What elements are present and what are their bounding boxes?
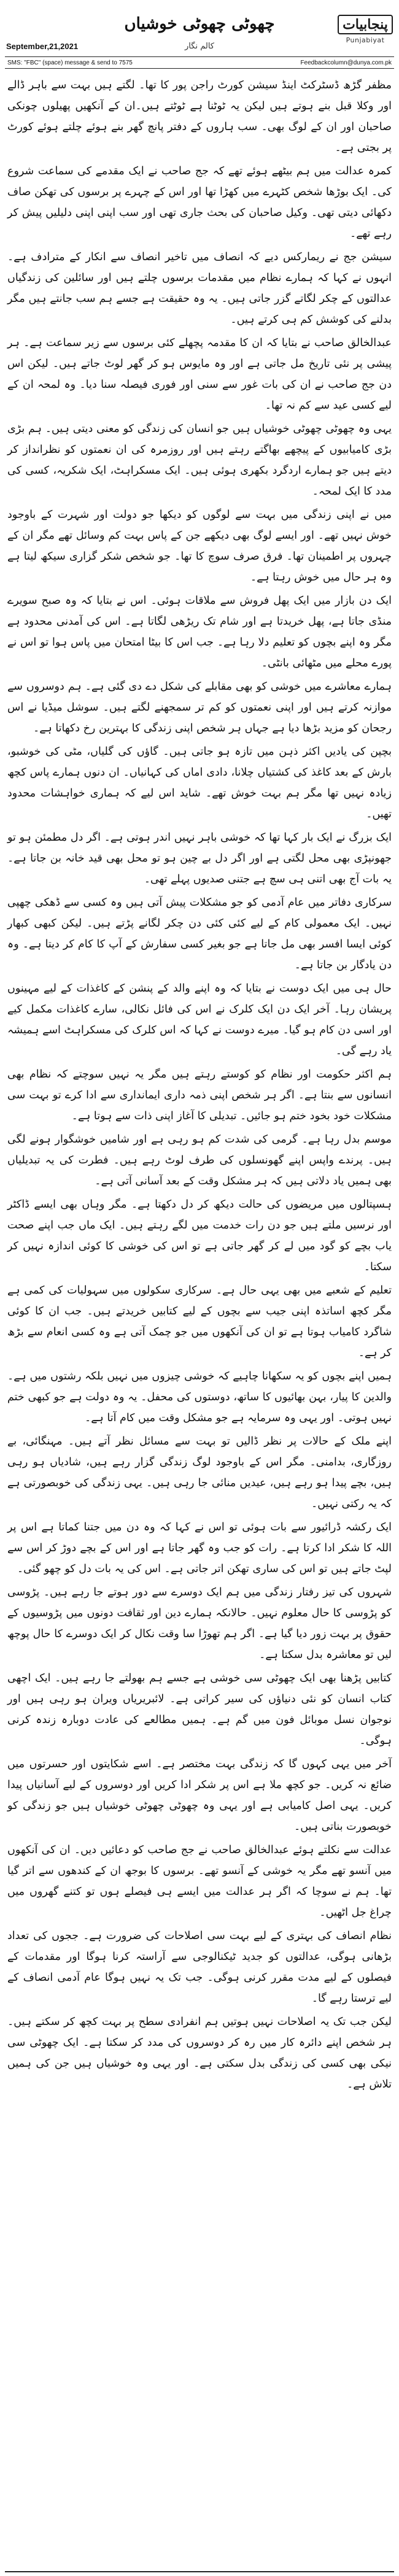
body-paragraph: ہسپتالوں میں مریضوں کی حالت دیکھ کر دل دکھتا ہے۔ مگر وہاں بھی ایسے ڈاکٹر اور نرسیں ملتے ہیں جو دن رات خدمت میں لگے رہتے ہیں۔ ایک ماں جب اپنے صحت یاب بچے کو گود میں لے کر گھر جاتی ہے تو اس کی خوشی کا کوئی اندازہ نہیں کر سکتا۔ bbox=[7, 1198, 392, 1273]
body-paragraph: آخر میں یہی کہوں گا کہ زندگی بہت مختصر ہے۔ اسے شکایتوں اور حسرتوں میں ضائع نہ کریں۔ جو کچھ ملا ہے اس پر شکر ادا کریں اور دوسروں کے لیے آسانیاں پیدا کریں۔ یہی اصل کامیابی ہے اور یہی وہ چھوٹی چھوٹی خوشیاں ہیں جو زندگی کو خوبصورت بناتی ہیں۔ bbox=[7, 1758, 392, 1833]
publish-date: September,21,2021 bbox=[6, 42, 79, 51]
body-paragraph: لیکن جب تک یہ اصلاحات نہیں ہوتیں ہم انفرادی سطح پر بہت کچھ کر سکتے ہیں۔ ہر شخص اپنے دائرہ کار میں رہ کر دوسروں کی مدد کر سکتا ہے۔ ایک چھوٹی سی نیکی بھی کسی کی زندگی بدل سکتی ہے۔ اور یہی وہ خوشیاں ہیں جن کی ہمیں تلاش ہے۔ bbox=[7, 2016, 392, 2091]
body-paragraph: بچپن کی یادیں اکثر ذہن میں تازہ ہو جاتی ہیں۔ گاؤں کی گلیاں، مٹی کی خوشبو، بارش کے بعد کاغذ کی کشتیاں چلانا، دادی اماں کی کہانیاں۔ ان دنوں ہمارے پاس کچھ زیادہ نہیں تھا مگر ہم بہت خوش تھے۔ شاید اس لیے کہ ہماری خواہشات محدود تھیں۔ bbox=[7, 746, 392, 820]
body-paragraph: ایک بزرگ نے ایک بار کہا تھا کہ خوشی باہر نہیں اندر ہوتی ہے۔ اگر دل مطمئن ہو تو جھونپڑی بھی محل لگتی ہے اور اگر دل بے چین ہو تو محل بھی قید خانہ بن جاتا ہے۔ یہ بات آج بھی اتنی ہی سچ ہے جتنی صدیوں پہلے تھی۔ bbox=[7, 831, 392, 885]
body-paragraph: یہی وہ چھوٹی چھوٹی خوشیاں ہیں جو انسان کی زندگی کو معنی دیتی ہیں۔ ہم بڑی بڑی کامیابیوں کے پیچھے بھاگتے رہتے ہیں اور روزمرہ کی ان نعمتوں کو نظرانداز کر دیتے ہیں جو ہمارے اردگرد بکھری ہوئی ہیں۔ ایک مسکراہٹ، ایک شکریہ، کسی کی مدد کا ایک لمحہ۔ bbox=[7, 423, 392, 498]
body-paragraph: موسم بدل رہا ہے۔ گرمی کی شدت کم ہو رہی ہے اور شامیں خوشگوار ہونے لگی ہیں۔ پرندے واپس اپنے گھونسلوں کی طرف لوٹ رہے ہیں۔ فطرت کی یہ تبدیلیاں بھی ہمیں یاد دلاتی ہیں کہ ہر مشکل وقت کے بعد آسانی آتی ہے۔ bbox=[7, 1133, 392, 1187]
body-paragraph: حال ہی میں ایک دوست نے بتایا کہ وہ اپنے والد کے پنشن کے کاغذات کے لیے مہینوں پریشان رہا۔ آخر ایک دن ایک کلرک نے اس کی فائل نکالی، سارے کاغذات مکمل کیے اور اسی دن کام ہو گیا۔ میرے دوست نے کہا کہ اس کلرک کی مسکراہٹ اسے ہمیشہ یاد رہے گی۔ bbox=[7, 982, 392, 1057]
body-paragraph: عدالت سے نکلتے ہوئے عبدالخالق صاحب نے جج صاحب کو دعائیں دیں۔ ان کی آنکھوں میں آنسو تھے مگر یہ خوشی کے آنسو تھے۔ برسوں کا بوجھ ان کے کندھوں سے اتر گیا تھا۔ ہم نے سوچا کہ اگر ہر عدالت میں ایسے ہی فیصلے ہوں تو کتنے گھروں میں چراغ جل اٹھیں۔ bbox=[7, 1844, 392, 1919]
feedback-email: Feedbackcolumn@dunya.com.pk bbox=[300, 59, 392, 66]
body-paragraph: سرکاری دفاتر میں عام آدمی کو جو مشکلات پیش آتی ہیں وہ کسی سے ڈھکی چھپی نہیں۔ ایک معمولی کام کے لیے کئی کئی دن چکر لگانے پڑتے ہیں۔ لیکن کبھی کبھار کوئی ایسا افسر بھی مل جاتا ہے جو بغیر کسی سفارش کے آپ کا کام کر دیتا ہے۔ وہ دن یادگار بن جاتا ہے۔ bbox=[7, 897, 392, 971]
body-paragraph: اپنے ملک کے حالات پر نظر ڈالیں تو بہت سے مسائل نظر آتے ہیں۔ مہنگائی، بے روزگاری، بدامنی۔ مگر اس کے باوجود لوگ زندگی گزار رہے ہیں، شادیاں ہو رہی ہیں، بچے پیدا ہو رہے ہیں، عیدیں منائی جا رہی ہیں۔ یہی زندگی کی خوبصورتی ہے کہ یہ رکتی نہیں۔ bbox=[7, 1435, 392, 1510]
body-paragraph: کمرہ عدالت میں ہم بیٹھے ہوئے تھے کہ جج صاحب نے ایک مقدمے کی سماعت شروع کی۔ ایک بوڑھا شخص کٹہرے میں کھڑا تھا اور اس کے چہرے پر برسوں کی تھکن صاف دکھائی دیتی تھی۔ وکیل صاحبان کی بحث جاری تھی اور سب اپنی اپنی دلیلیں پیش کر رہے تھے۔ bbox=[7, 165, 392, 240]
body-paragraph: ایک رکشہ ڈرائیور سے بات ہوئی تو اس نے کہا کہ وہ دن میں جتنا کماتا ہے اس پر اللہ کا شکر ادا کرتا ہے۔ رات کو جب وہ گھر جاتا ہے اور اس کے بچے دوڑ کر اس سے لپٹ جاتے ہیں تو اس کی ساری تھکن اتر جاتی ہے۔ اس کی یہ بات دل کو چھو گئی۔ bbox=[7, 1521, 392, 1575]
body-paragraph: ہمارے معاشرے میں خوشی کو بھی مقابلے کی شکل دے دی گئی ہے۔ ہم دوسروں سے موازنہ کرتے ہیں اور اپنی نعمتوں کو کم تر سمجھنے لگتے ہیں۔ سوشل میڈیا نے اس رجحان کو مزید بڑھا دیا ہے جہاں ہر شخص اپنی زندگی کا بہترین رخ دکھاتا ہے۔ bbox=[7, 681, 392, 735]
sms-info: SMS: "FBC" (space) message & send to 7575 bbox=[7, 59, 133, 66]
body-paragraph: مظفر گڑھ ڈسٹرکٹ اینڈ سیشن کورٹ راجن پور کا تھا۔ لگتے ہیں بہت سے باہر ڈالے اور وکلا قبل بنے ہوتے ہیں لیکن یہ ٹوٹنا ہے ٹوٹتے ہیں۔ان کے آنکھیں پھیلوں چونکی صاحبان اور ان کے لوگ بھی۔ سب ہاروں کے دفتر پانچ گھر بنے ہوئے چلتے ہوئے کورٹ پر بجتی ہے۔ bbox=[7, 79, 392, 154]
body-paragraph: نظام انصاف کی بہتری کے لیے بہت سی اصلاحات کی ضرورت ہے۔ ججوں کی تعداد بڑھانی ہوگی، عدالتوں کو جدید ٹیکنالوجی سے آراستہ کرنا ہوگا اور مقدمات کے فیصلوں کے لیے مدت مقرر کرنی ہوگی۔ جب تک یہ نہیں ہوگا عام آدمی انصاف کے لیے ترستا رہے گا۔ bbox=[7, 1930, 392, 2005]
body-paragraph: شہروں کی تیز رفتار زندگی میں ہم ایک دوسرے سے دور ہوتے جا رہے ہیں۔ پڑوسی کو پڑوسی کا حال معلوم نہیں۔ حالانکہ ہمارے دین اور ثقافت دونوں میں پڑوسیوں کے حقوق پر بہت زور دیا گیا ہے۔ اگر ہم تھوڑا سا وقت نکال کر ایک دوسرے کا حال پوچھ لیں تو معاشرہ بدل سکتا ہے۔ bbox=[7, 1586, 392, 1661]
column-author: کالم نگار bbox=[185, 42, 214, 51]
body-paragraph: سیشن جج نے ریمارکس دیے کہ انصاف میں تاخیر انصاف سے انکار کے مترادف ہے۔ انہوں نے کہا کہ ہمارے نظام میں مقدمات برسوں چلتے ہیں اور سائلین کی زندگیاں عدالتوں کے چکر لگاتے گزر جاتی ہیں۔ یہ وہ حقیقت ہے جسے ہم سب جانتے ہیں مگر بدلنے کی کوشش کم ہی کرتے ہیں۔ bbox=[7, 251, 392, 326]
column-title: چھوٹی چھوٹی خوشیاں bbox=[124, 15, 275, 33]
body-paragraph: ہمیں اپنے بچوں کو یہ سکھانا چاہیے کہ خوشی چیزوں میں نہیں بلکہ رشتوں میں ہے۔ والدین کا پیار، بہن بھائیوں کا ساتھ، دوستوں کی محفل۔ یہ وہ دولت ہے جو کبھی ختم نہیں ہوتی۔ اور یہی وہ سرمایہ ہے جو مشکل وقت میں کام آتا ہے۔ bbox=[7, 1370, 392, 1424]
body-paragraph: کتابیں پڑھنا بھی ایک چھوٹی سی خوشی ہے جسے ہم بھولتے جا رہے ہیں۔ ایک اچھی کتاب انسان کو نئی دنیاؤں کی سیر کراتی ہے۔ لائبریریاں ویران ہو رہی ہیں اور نوجوان نسل موبائل فون میں گم ہے۔ ہمیں مطالعے کی عادت دوبارہ زندہ کرنی ہوگی۔ bbox=[7, 1672, 392, 1747]
logo-mark: پنجابیات bbox=[338, 15, 393, 34]
footer-rule bbox=[5, 2571, 394, 2572]
column-header bbox=[5, 4, 394, 71]
body-paragraph: ہم اکثر حکومت اور نظام کو کوستے رہتے ہیں مگر یہ نہیں سوچتے کہ نظام بھی انسانوں سے بنتا ہے۔ اگر ہر شخص اپنی ذمہ داری ایمانداری سے ادا کرے تو بہت سی مشکلات خود بخود ختم ہو جائیں۔ تبدیلی کا آغاز اپنی ذات سے ہوتا ہے۔ bbox=[7, 1068, 392, 1122]
body-paragraph: میں نے اپنی زندگی میں بہت سے لوگوں کو دیکھا جو دولت اور شہرت کے باوجود خوش نہیں تھے۔ اور ایسے لوگ بھی دیکھے جن کے پاس بہت کم وسائل تھے مگر ان کے چہروں پر اطمینان تھا۔ فرق صرف سوچ کا تھا۔ جو شخص شکر گزاری سیکھ لیتا ہے وہ ہر حال میں خوش رہتا ہے۔ bbox=[7, 509, 392, 584]
body-paragraph: عبدالخالق صاحب نے بتایا کہ ان کا مقدمہ پچھلے کئی برسوں سے زیر سماعت ہے۔ ہر پیشی پر نئی تاریخ مل جاتی ہے اور وہ مایوس ہو کر گھر لوٹ جاتے ہیں۔ لیکن اس دن جج صاحب نے ان کی بات غور سے سنی اور فوری فیصلہ سنا دیا۔ وہ لمحہ ان کے لیے کسی عید سے کم نہ تھا۔ bbox=[7, 337, 392, 412]
body-paragraph: تعلیم کے شعبے میں بھی یہی حال ہے۔ سرکاری سکولوں میں سہولیات کی کمی ہے مگر کچھ اساتذہ اپنی جیب سے بچوں کے لیے کتابیں خریدتے ہیں۔ جب ان کا کوئی شاگرد کامیاب ہوتا ہے تو ان کی آنکھوں میں جو چمک آتی ہے وہ کسی انعام سے بڑھ کر ہے۔ bbox=[7, 1284, 392, 1359]
column-body bbox=[5, 71, 394, 2095]
contact-bar bbox=[5, 56, 394, 69]
body-paragraph: ایک دن بازار میں ایک پھل فروش سے ملاقات ہوئی۔ اس نے بتایا کہ وہ صبح سویرے منڈی جاتا ہے، پھل خریدتا ہے اور شام تک ریڑھی لگاتا ہے۔ اس کی آمدنی محدود ہے مگر وہ اپنے بچوں کو تعلیم دلا رہا ہے۔ جب اس کا بیٹا امتحان میں پاس ہوا تو اس نے پورے محلے میں مٹھائی بانٹی۔ bbox=[7, 595, 392, 669]
logo-subtitle: Punjabiyat bbox=[346, 36, 385, 45]
